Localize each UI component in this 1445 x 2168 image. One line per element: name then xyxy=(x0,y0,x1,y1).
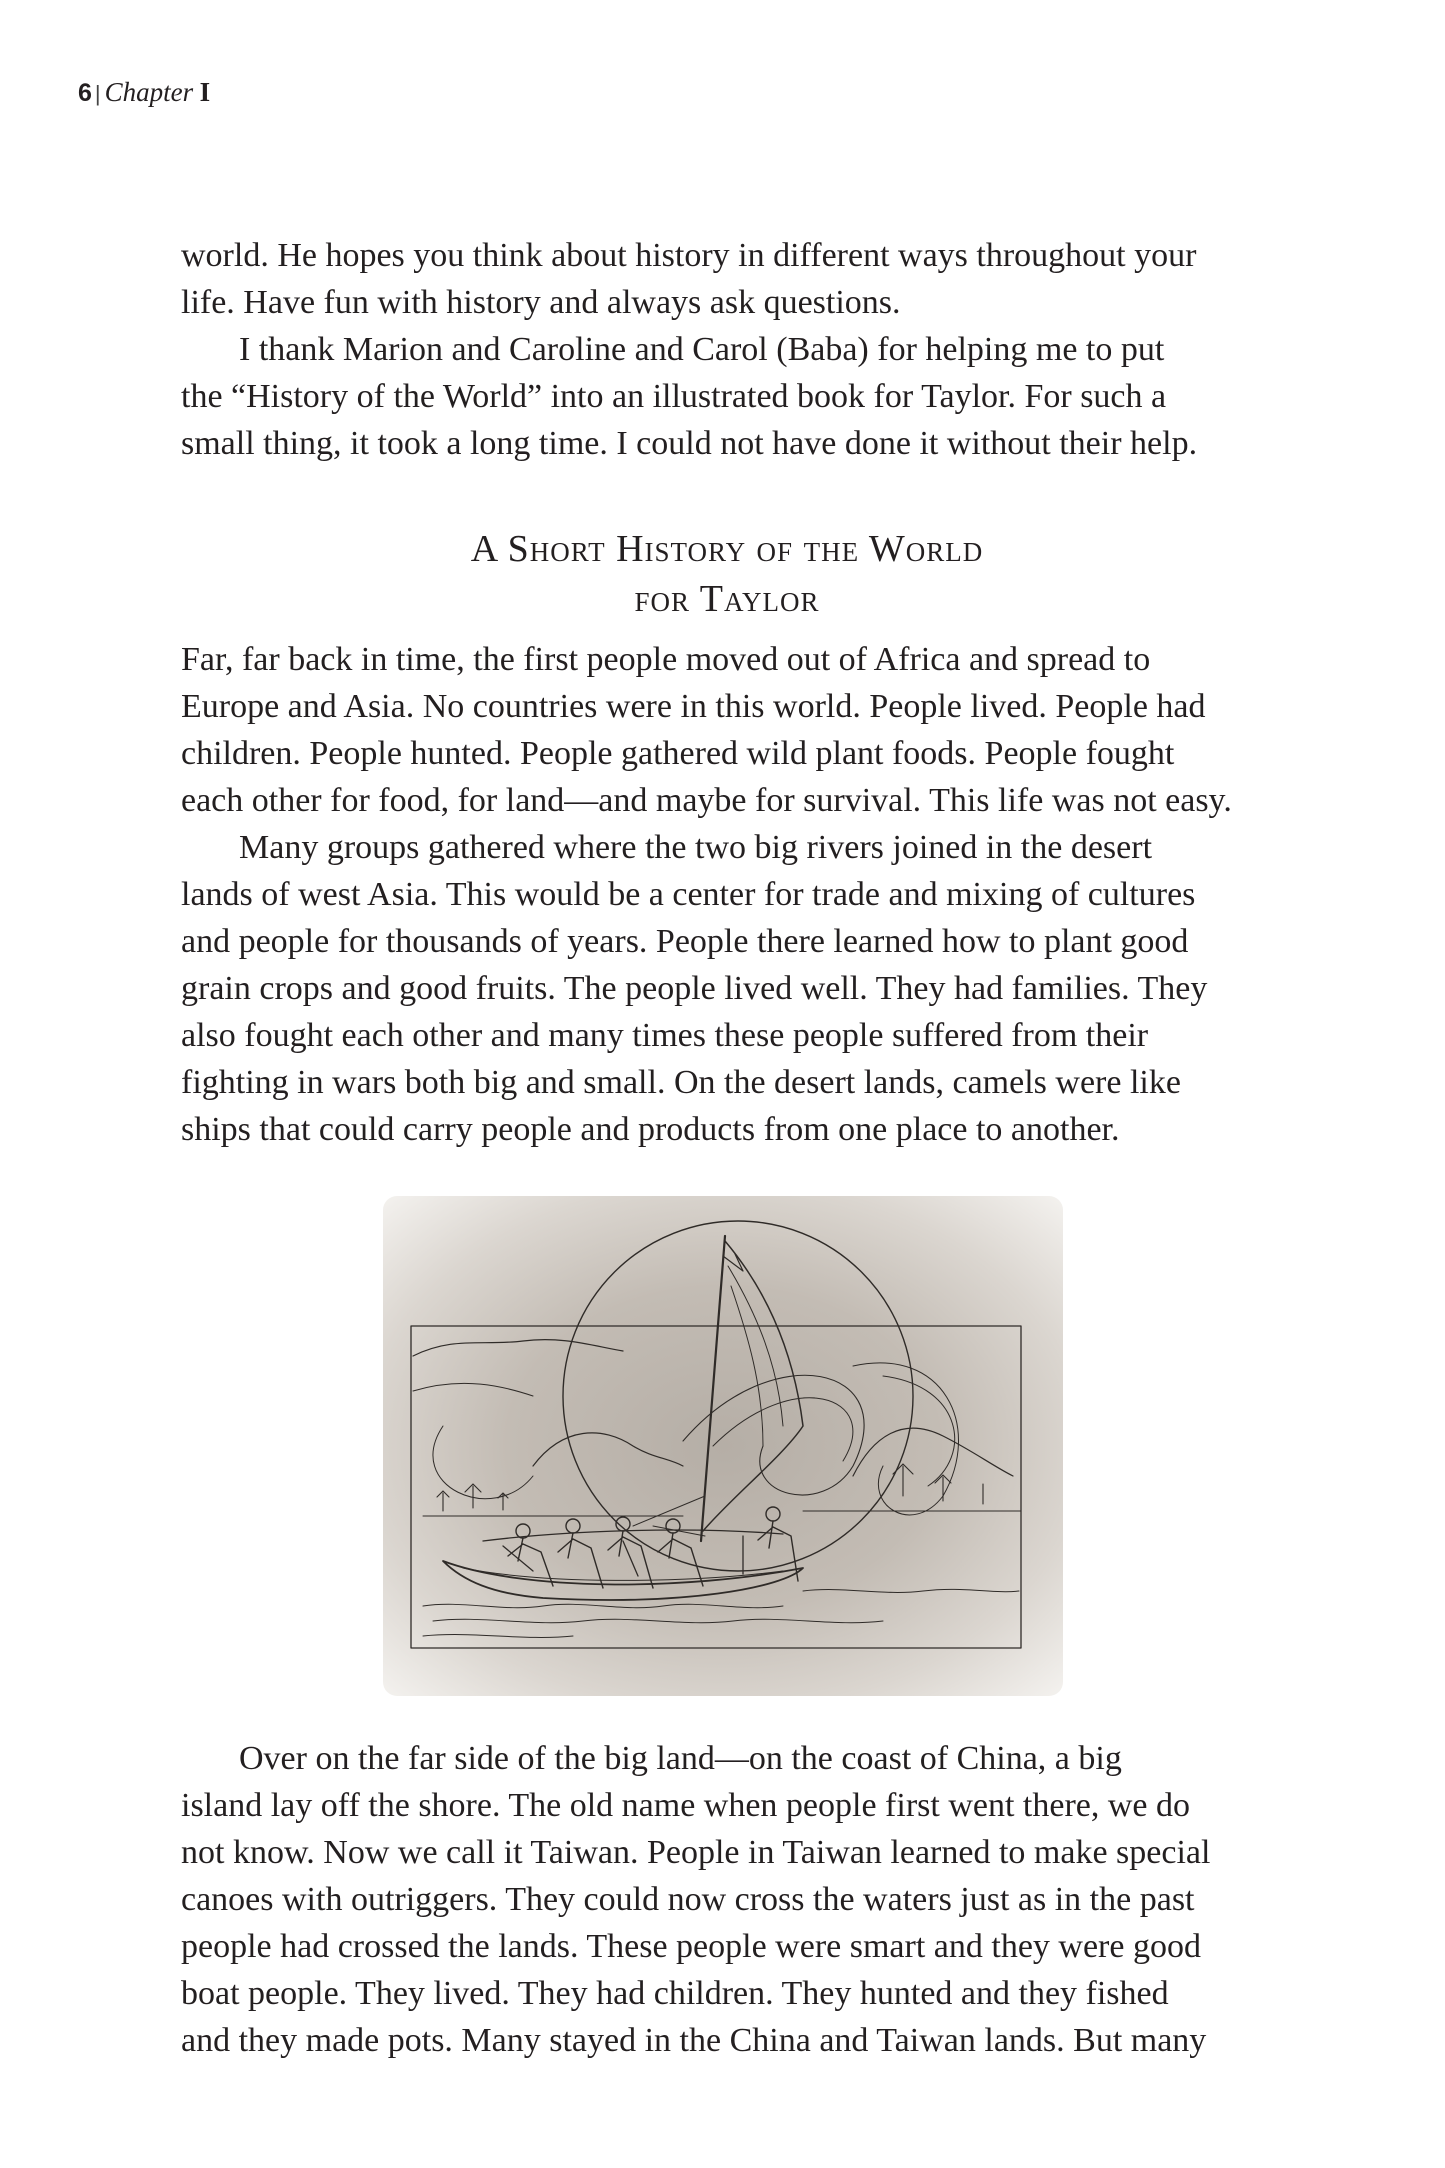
canoe-mast xyxy=(701,1236,725,1541)
text-line: and people for thousands of years. People there learned how to plant good xyxy=(181,923,1189,960)
island-hill xyxy=(533,1433,683,1466)
text-line: Europe and Asia. No countries were in this world. People lived. People had xyxy=(181,688,1206,725)
intro-paragraphs xyxy=(181,232,1273,467)
text-line: I thank Marion and Caroline and Carol (Baba) for helping me to put xyxy=(239,331,1165,368)
text-line: and they made pots. Many stayed in the China and Taiwan lands. But many xyxy=(181,2022,1207,2059)
text-line: lands of west Asia. This would be a center for trade and mixing of cultures xyxy=(181,876,1196,913)
section-heading-line: for Taylor xyxy=(634,578,820,620)
text-line: life. Have fun with history and always ask questions. xyxy=(181,284,901,321)
text-line: also fought each other and many times these people suffered from their xyxy=(181,1017,1149,1054)
illustration-circle xyxy=(563,1221,913,1571)
section-heading xyxy=(181,524,1273,624)
body-paragraphs xyxy=(181,636,1273,1153)
canoe-sketch-drawing xyxy=(383,1196,1063,1696)
palm-trees xyxy=(437,1464,983,1511)
distant-hills xyxy=(413,1340,623,1356)
running-head xyxy=(78,76,210,110)
text-line: small thing, it took a long time. I could not have done it without their help. xyxy=(181,425,1198,462)
text-line: grain crops and good fruits. The people lived well. They had families. They xyxy=(181,970,1208,1007)
text-line: ships that could carry people and products from one place to another. xyxy=(181,1111,1120,1148)
outrigger-canoe-illustration xyxy=(383,1196,1063,1696)
illustration-frame xyxy=(411,1326,1021,1648)
text-line: boat people. They lived. They had children. They hunted and they fished xyxy=(181,1975,1169,2012)
water-lines xyxy=(423,1589,1019,1637)
continuation-paragraph xyxy=(181,1735,1273,2064)
text-line: people had crossed the lands. These people were smart and they were good xyxy=(181,1928,1201,1965)
text-line: fighting in wars both big and small. On the desert lands, camels were like xyxy=(181,1064,1181,1101)
text-line: Over on the far side of the big land—on the coast of China, a big xyxy=(239,1740,1122,1777)
text-line: world. He hopes you think about history in different ways throughout your xyxy=(181,237,1197,274)
text-line: not know. Now we call it Taiwan. People in Taiwan learned to make special xyxy=(181,1834,1211,1871)
chapter-numeral: I xyxy=(199,77,211,107)
running-head-separator: | xyxy=(94,81,101,106)
page-number: 6 xyxy=(78,79,92,107)
canoe-sail xyxy=(703,1241,803,1531)
section-heading-line: A Short History of the World xyxy=(470,528,984,570)
text-line: the “History of the World” into an illustrated book for Taylor. For such a xyxy=(181,378,1167,415)
chapter-label: Chapter xyxy=(104,77,194,107)
text-line: Far, far back in time, the first people moved out of Africa and spread to xyxy=(181,641,1151,678)
text-line: children. People hunted. People gathered wild plant foods. People fought xyxy=(181,735,1175,772)
text-line: canoes with outriggers. They could now cross the waters just as in the past xyxy=(181,1881,1195,1918)
text-line: island lay off the shore. The old name when people first went there, we do xyxy=(181,1787,1191,1824)
text-line: Many groups gathered where the two big rivers joined in the desert xyxy=(239,829,1153,866)
canoe-outrigger xyxy=(503,1536,743,1576)
text-line: each other for food, for land—and maybe for survival. This life was not easy. xyxy=(181,782,1232,819)
